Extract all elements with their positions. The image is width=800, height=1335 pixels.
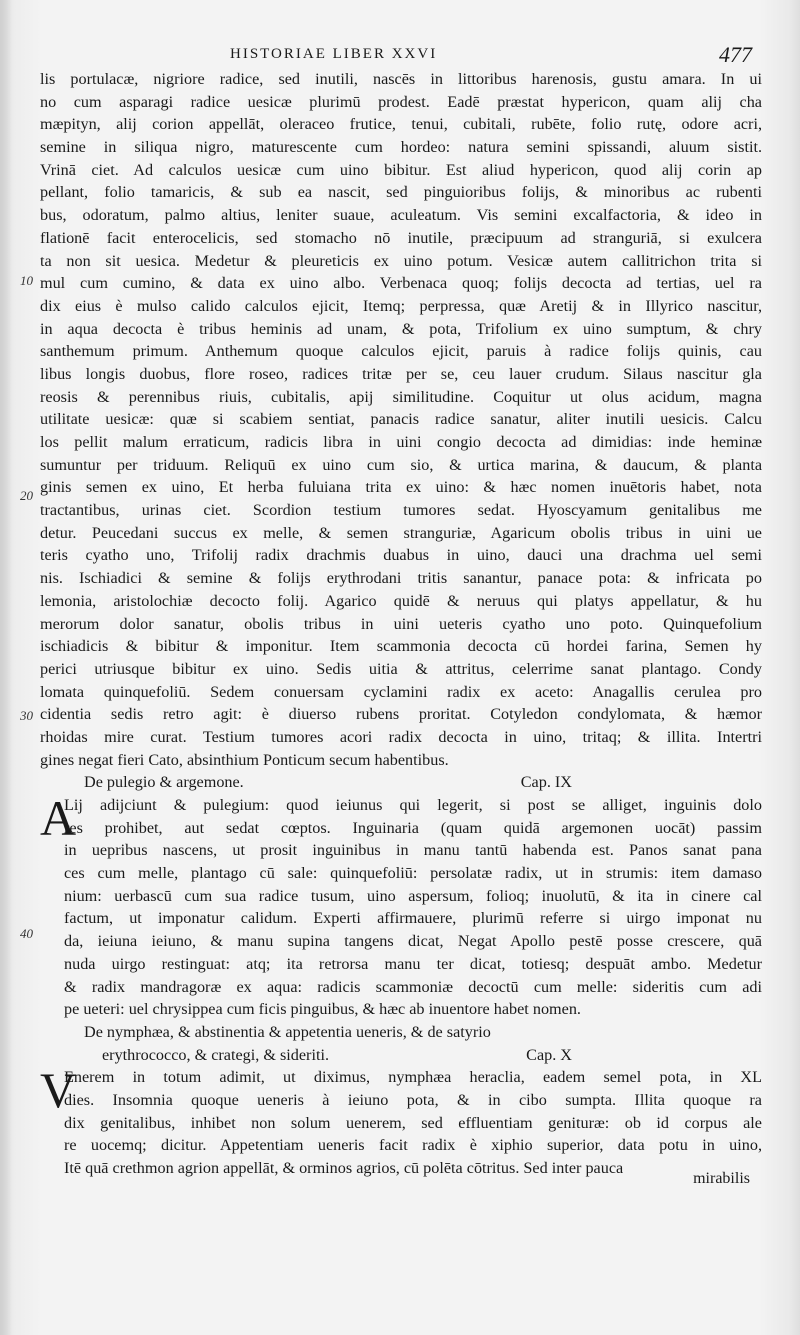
chapter-title-line2: erythrococco, & crategi, & sideriti.: [102, 1045, 329, 1064]
text-line: nium: uerbascū cum sua radice tusum, uino aspersum, folioq; inuolutū, & ita in cinere cal: [64, 886, 762, 905]
text-line: Itē quā crethmon agrion appellāt, & orminos agrios, cū polēta cōtritus. Sed inter pauca: [64, 1159, 624, 1177]
drop-cap-v: V: [40, 1062, 77, 1119]
drop-cap-a: A: [40, 790, 77, 846]
text-line: flationē facit enterocelicis, sed stomacho nō inutile, præcipuum ad stranguriā, si exulcera: [40, 228, 762, 247]
text-line: nuda uirgo restinguat: atq; ita retrorsa manu ter dicat, totiesq; despuāt ambo. Medetur: [64, 954, 762, 973]
text-line: detur. Peucedani succus ex melle, & semen stranguriæ, Agaricum obolis tribus in uini ue: [40, 523, 762, 542]
text-line: in uepribus nascens, ut prosit inguinibus in manu tantū habenda est. Panos sanat pana: [64, 841, 762, 860]
running-title: HISTORIAE LIBER XXVI: [230, 46, 438, 62]
text-line: re uocemq; dicitur. Appetentiam ueneris facit radix è xiphio superior, data potu in uino,: [64, 1136, 762, 1155]
chapter-title: De pulegio & argemone.: [84, 773, 244, 792]
page-number: 477: [719, 42, 752, 67]
chapter-9-body: [40, 790, 762, 1021]
chapter-heading-9: [40, 771, 762, 794]
text-line: Lij adijciunt & pulegium: quod ieiunus qui legerit, si post se alliget, inguinis dolo: [64, 796, 762, 814]
line-number-20: 20: [20, 488, 33, 503]
text-line: lis portulacæ, nigriore radice, sed inutili, nascēs in littoribus harenosis, gustu amara. In ui: [40, 70, 762, 88]
main-text: [40, 68, 762, 1180]
paragraph-urinary-remedies: [40, 68, 762, 771]
text-line: tractantibus, urinas ciet. Scordion testium tumores sedat. Hyoscyamum genitalibus me: [40, 501, 762, 520]
text-line: ces cum melle, plantago cū sale: quinquefoliū: persolatæ radix, ut in strumis: item damaso: [64, 864, 762, 883]
line-number-40: 40: [20, 926, 33, 941]
text-line: gines negat fieri Cato, absinthium Ponticum secum habentibus.: [40, 750, 449, 769]
text-line: santhemum primum. Anthemum quoque calculos ejicit, paruis à radice folijs quinis, cau: [40, 342, 762, 361]
text-line: dies. Insomnia quoque ueneris à ieiuno pota, & in cibo sumpta. Illita quoque ra: [64, 1090, 762, 1109]
text-line: ischiadicis & bibitur & imponitur. Item scammonia decocta cū hordei farina, Semen hy: [40, 637, 762, 656]
text-line: cidentia sedis retro agit: è diuerso rubens proritat. Cotyledon condylomata, & hæmor: [40, 705, 762, 724]
catchword: mirabilis: [693, 1170, 750, 1187]
chapter-title-line1: De nymphæa, & abstinentia & appetentia ueneris, & de satyrio: [84, 1022, 491, 1041]
chapter-heading-10-line2: [40, 1044, 762, 1067]
line-number-30: 30: [20, 708, 33, 723]
text-line: dix eius è mulso calido calculos ejicit, Itemq; perpressa, quæ Aretij & in Illyrico nascitur,: [40, 296, 762, 315]
text-line: lemonia, aristolochiæ decocto folij. Agarico quidē & neruus qui platys appellatur, & hu: [40, 591, 762, 610]
text-line: in aqua decocta è tribus heminis ad unam, & pota, Trifolium ex uino sumptum, & chry: [40, 319, 762, 338]
text-line: mul cum cumino, & data ex uino albo. Verbenaca quoq; folijs decocta ad tertias, uel ra: [40, 274, 762, 293]
text-line: res prohibet, aut sedat cœptos. Inguinaria (quam quidā argemonen uocāt) passim: [64, 818, 762, 837]
line-number-10: 10: [20, 273, 33, 288]
text-line: pe ueteri: uel chrysippea cum ficis pinguibus, & hæc ab inuentore habet nomen.: [64, 1000, 581, 1019]
paragraph-nymphaea: [40, 1062, 762, 1179]
text-line: no cum asparagi radice uesicæ plurimū prodest. Eadē præstat hypericon, quam alij cha: [40, 92, 762, 111]
chapter-number: Cap. IX: [520, 773, 572, 792]
text-line: libus longis duobus, flore roseo, radices tritæ per se, ceu lauer crudum. Silaus nascitur gla: [40, 364, 762, 383]
chapter-number: Cap. X: [526, 1045, 572, 1064]
text-line: rhoidas mire curat. Testium tumores acori radix decocta in uino, tritaq; & illita. Intertri: [40, 727, 762, 746]
text-line: lomata quinquefoliū. Sedem conuersam cyclamini radix ex aceto: Anagallis cerulea pro: [40, 682, 762, 701]
text-line: perici utriusque bibitur ex uino. Sedis uitia & attritus, celerrime sanat plantago. Condy: [40, 659, 762, 678]
text-line: merorum dolor sanatur, obolis tribus in uini ueteris cyatho uno poto. Quinquefolium: [40, 614, 762, 633]
text-line: teris cyatho uno, Trifolij radix drachmis duabus in uino, dauci una drachma uel semi: [40, 546, 762, 565]
text-line: nis. Ischiadici & semine & folijs erythrodani tritis sanantur, panace pota: & infricata po: [40, 569, 762, 588]
text-line: da, ieiuna ieiuno, & manu supina tangens dicat, Negat Apollo pestē posse crescere, quā: [64, 932, 762, 951]
text-line: reosis & perennibus riuis, cubitalis, apij similitudine. Coquitur ut olus acidum, magna: [40, 387, 762, 406]
text-line: pellant, folio tamaricis, & sub ea nascit, sed pinguioribus folijs, & minoribus ac rubenti: [40, 183, 762, 202]
text-line: ta non sit uesica. Medetur & pleureticis ex uino potum. Vesicæ autem callitrichon trita si: [40, 251, 762, 270]
text-line: Vrinā ciet. Ad calculos uesicæ cum uino bibitur. Est aliud hypericon, quod alij corin ap: [40, 160, 762, 179]
chapter-heading-10-line1: [40, 1021, 762, 1044]
paragraph-pulegium: [40, 790, 762, 1021]
text-line: ginis semen ex uino, Et herba fuluiana trita ex uino: & hæc nomen inuētoris habet, nota: [40, 478, 762, 497]
text-line: sumuntur per triduum. Reliquū ex uino cum sio, & urtica marina, & daucum, & planta: [40, 455, 762, 474]
text-line: semine in siliqua nigro, maturescente cum hordeo: natura semini spissandi, aluum sistit.: [40, 138, 762, 157]
text-line: mæpityn, alij corion appellāt, oleraceo frutice, tenui, cubitali, rubēte, folio rutę, odore acri,: [40, 115, 762, 134]
text-line: utilitate uesicæ: quæ si scabiem sentiat, panacis radice sanatur, aliter inutili uesicis. Calcu: [40, 410, 762, 429]
spine-shadow: [0, 0, 12, 1335]
text-line: & radix mandragoræ ex aqua: radicis scammoniæ decoctū cum melle: sideritis cum adi: [64, 977, 762, 996]
text-line: factum, ut imponatur calidum. Experti affirmauere, plurimū referre si uirgo imponat nu: [64, 909, 762, 928]
page-header: [230, 40, 790, 70]
text-line: bus, odoratum, palmo altius, leniter suaue, aculeatum. Vis semini excalfactoria, & ideo in: [40, 206, 762, 225]
text-line: Enerem in totum adimit, ut diximus, nymphæa heraclia, eadem semel pota, in XL: [64, 1068, 762, 1087]
text-line: los pellit malum erraticum, radicis libra in uini congio decocta ad dimidias: inde heminæ: [40, 433, 762, 451]
chapter-10-body: [40, 1062, 762, 1179]
text-line: dix genitalibus, inhibet non solum uenerem, sed effluentiam genituræ: ob id corpus ale: [64, 1113, 762, 1132]
